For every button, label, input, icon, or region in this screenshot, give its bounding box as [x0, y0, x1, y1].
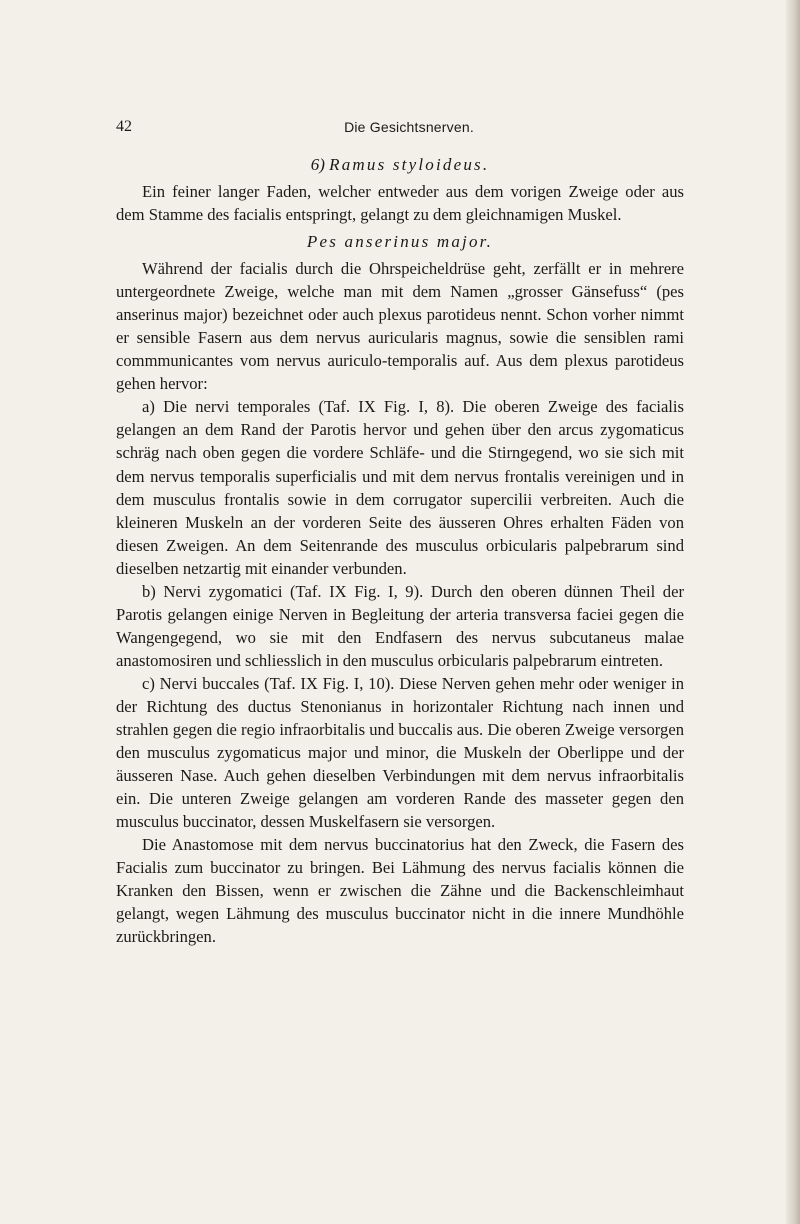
- page-body: [116, 153, 684, 949]
- section-number: 6): [310, 155, 325, 174]
- section-heading-pes-anserinus: [116, 230, 684, 253]
- running-head: Die Gesichtsnerven.: [344, 119, 474, 135]
- paragraph-nervi-temporales: a) Die nervi temporales (Taf. IX Fig. I, 8). Die oberen Zweige des facialis gelangen an dem Rand der Parotis hervor und gehen über den arcus zygomaticus schräg nach oben gegen die vordere Schläfe- und die Stirngegend, wo sie sich mit dem nervus temporalis superficialis und mit dem nervus frontalis vereinigen und in dem musculus frontalis sowie in dem corrugator supercilii verbreiten. Auch die kleineren Muskeln an der vorderen Seite des äusseren Ohres erhalten Fäden von diesen Zweigen. An dem Seitenrande des musculus orbicularis palpebrarum sind dieselben netzartig mit einander verbunden.: [116, 397, 684, 578]
- paragraph-anastomose: Die Anastomose mit dem nervus buccinatorius hat den Zweck, die Fasern des Facialis zum buccinator zu bringen. Bei Lähmung des nervus facialis können die Kranken den Bissen, wenn er zwischen die Zähne und die Backenschleimhaut gelangt, wegen Lähmung des musculus buccinator nicht in die innere Mundhöhle zurückbringen.: [116, 835, 684, 947]
- page-number: 42: [116, 118, 132, 135]
- section-title: Pes anserinus major.: [306, 232, 494, 252]
- section-heading-ramus-styloideus: [116, 153, 684, 176]
- paragraph-nervi-buccales: c) Nervi buccales (Taf. IX Fig. I, 10). Diese Nerven gehen mehr oder weniger in der Richtung des ductus Stenonianus in horizontaler Richtung nach innen und strahlen gegen die regio infraorbitalis und buccalis aus. Die oberen Zweige versorgen den musculus zygomaticus major und minor, die Muskeln der Oberlippe und der äusseren Nase. Auch gehen dieselben Verbindungen mit dem nervus infraorbitalis ein. Die unteren Zweige gelangen am vorderen Rande des masseter gegen den musculus buccinator, dessen Muskelfasern sie versorgen.: [116, 673, 684, 832]
- paragraph-nervi-zygomatici: b) Nervi zygomatici (Taf. IX Fig. I, 9). Durch den oberen dünnen Theil der Parotis gelangen einige Nerven in Begleitung der arteria transversa faciei gegen die Wangengegend, wo sie mit den Endfasern des nervus subcutaneus malae anastomosiren und schliesslich in den musculus orbicularis palpebrarum eintreten.: [116, 581, 684, 670]
- page-header: [0, 118, 800, 138]
- paragraph-ramus-styloideus: Ein feiner langer Faden, welcher entweder aus dem vorigen Zweige oder aus dem Stamme des facialis entspringt, gelangt zu dem gleichnamigen Muskel.: [116, 182, 684, 225]
- page-edge-shadow: [786, 0, 800, 1224]
- section-title: Ramus styloideus.: [329, 155, 490, 174]
- paragraph-pes-intro: Während der facialis durch die Ohrspeicheldrüse geht, zerfällt er in mehrere untergeordnete Zweige, welche man mit dem Namen „grosser Gänsefuss“ (pes anserinus major) bezeichnet oder auch plexus parotideus nennt. Schon vorher nimmt er sensible Fasern aus dem nervus auricularis magnus, sowie die sensiblen rami commmunicantes vom nervus auriculo-temporalis auf. Aus dem plexus parotideus gehen hervor:: [116, 259, 684, 394]
